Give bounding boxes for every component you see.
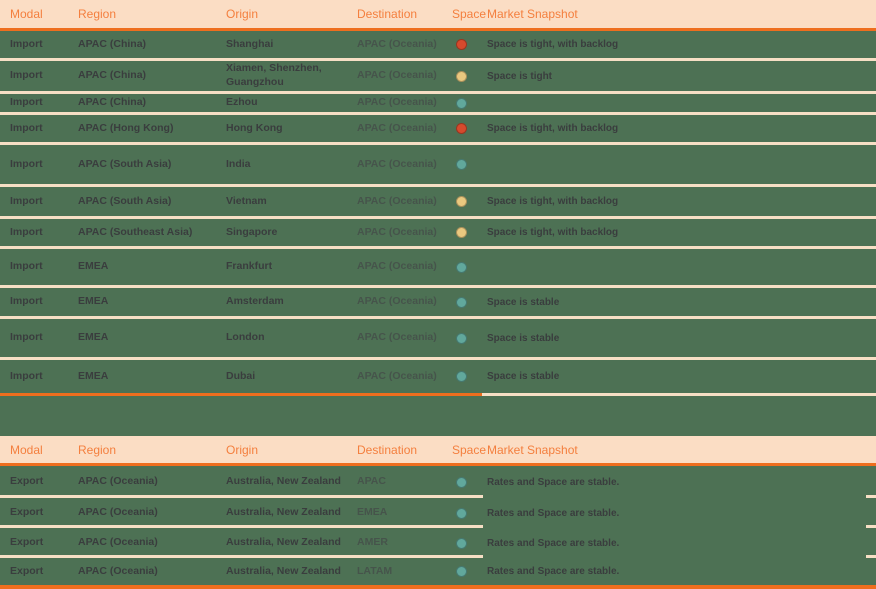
modal-cell: Import — [10, 121, 43, 134]
table-row — [0, 31, 876, 61]
destination-cell: LATAM — [357, 564, 393, 577]
modal-cell: Import — [10, 96, 43, 109]
market-snapshot-cell: Rates and Space are stable. — [487, 566, 620, 577]
column-header-market-snapshot: Market Snapshot — [487, 442, 578, 457]
origin-cell: Singapore — [226, 225, 278, 238]
origin-cell: London — [226, 331, 265, 344]
region-cell: EMEA — [78, 260, 109, 273]
space-cell — [452, 262, 487, 273]
space-cell — [452, 227, 487, 238]
origin-cell: Frankfurt — [226, 260, 273, 273]
table-row — [0, 249, 876, 288]
market-snapshot-cell: Space is tight, with backlog — [487, 123, 619, 134]
destination-cell: APAC (Oceania) — [357, 194, 437, 207]
modal-cell: Import — [10, 260, 43, 273]
destination-cell: APAC (Oceania) — [357, 331, 437, 344]
modal-cell: Import — [10, 331, 43, 344]
destination-cell: APAC (Oceania) — [357, 121, 437, 134]
import-table-body — [0, 31, 876, 393]
market-snapshot-cell: Space is stable — [487, 371, 560, 382]
teal-status-dot — [456, 566, 467, 577]
modal-cell: Import — [10, 37, 43, 50]
origin-cell: Dubai — [226, 369, 256, 382]
export-table-body — [0, 466, 876, 585]
column-header-space: Space — [452, 442, 487, 457]
region-cell: APAC (Oceania) — [78, 475, 158, 488]
column-header-destination: Destination — [357, 442, 418, 457]
destination-cell: APAC — [357, 475, 386, 488]
region-cell: APAC (Oceania) — [78, 506, 158, 519]
space-cell — [452, 538, 487, 549]
market-snapshot-cell: Space is tight, with backlog — [487, 227, 619, 238]
table-row — [0, 94, 876, 115]
column-header-region: Region — [78, 442, 117, 457]
market-snapshot-cell: Rates and Space are stable. — [487, 476, 620, 488]
table-row — [0, 115, 876, 145]
destination-cell: APAC (Oceania) — [357, 225, 437, 238]
space-cell — [452, 371, 487, 382]
teal-status-dot — [456, 538, 467, 549]
table-row — [0, 187, 876, 219]
modal-cell: Export — [10, 564, 44, 577]
amber-status-dot — [456, 227, 467, 238]
destination-cell: APAC (Oceania) — [357, 157, 437, 170]
market-snapshot-cell: Rates and Space are stable. — [487, 507, 620, 519]
market-snapshot-cell: Rates and Space are stable. — [487, 537, 620, 549]
export-table-header — [0, 436, 876, 463]
table-row — [0, 145, 876, 187]
space-cell — [452, 566, 487, 577]
column-header-modal: Modal — [10, 7, 43, 21]
destination-cell: APAC (Oceania) — [357, 37, 437, 50]
region-cell: EMEA — [78, 295, 109, 308]
destination-cell: APAC (Oceania) — [357, 369, 437, 382]
table-row — [0, 319, 876, 360]
teal-status-dot — [456, 508, 467, 519]
export-table-bottom-border — [0, 585, 876, 589]
space-cell — [452, 477, 487, 488]
modal-cell: Import — [10, 225, 43, 238]
destination-cell: AMER — [357, 536, 388, 549]
origin-cell: India — [226, 157, 251, 170]
origin-cell: Amsterdam — [226, 295, 284, 308]
teal-status-dot — [456, 98, 467, 109]
column-header-market-snapshot: Market Snapshot — [487, 7, 578, 21]
space-cell — [452, 333, 487, 344]
table-row — [0, 498, 876, 528]
table-row — [0, 466, 876, 498]
column-header-modal: Modal — [10, 442, 43, 457]
space-cell — [452, 159, 487, 170]
market-snapshot-cell: Space is tight — [487, 70, 553, 82]
amber-status-dot — [456, 196, 467, 207]
destination-cell: EMEA — [357, 506, 388, 519]
teal-status-dot — [456, 159, 467, 170]
column-header-origin: Origin — [226, 442, 259, 457]
region-cell: APAC (China) — [78, 69, 147, 82]
market-snapshot-cell: Space is stable — [487, 296, 560, 308]
destination-cell: APAC (Oceania) — [357, 69, 437, 82]
teal-status-dot — [456, 477, 467, 488]
table-gap — [0, 396, 876, 436]
modal-cell: Import — [10, 369, 43, 382]
space-cell — [452, 123, 487, 134]
teal-status-dot — [456, 297, 467, 308]
region-cell: EMEA — [78, 331, 109, 344]
table-row — [0, 528, 876, 558]
origin-cell: Australia, New Zealand — [226, 506, 341, 519]
region-cell: APAC (Southeast Asia) — [78, 225, 193, 238]
import-table-header — [0, 0, 876, 28]
modal-cell: Import — [10, 194, 43, 207]
column-header-origin: Origin — [226, 7, 259, 21]
origin-cell: Australia, New Zealand — [226, 475, 341, 488]
column-header-destination: Destination — [357, 7, 418, 21]
origin-cell: Australia, New Zealand — [226, 564, 341, 577]
column-header-region: Region — [78, 7, 117, 21]
modal-cell: Import — [10, 69, 43, 82]
modal-cell: Export — [10, 536, 44, 549]
origin-cell: Shanghai — [226, 37, 274, 50]
destination-cell: APAC (Oceania) — [357, 295, 437, 308]
space-cell — [452, 39, 487, 50]
modal-cell: Export — [10, 506, 44, 519]
table-row — [0, 219, 876, 249]
market-snapshot-cell: Space is stable — [487, 332, 560, 344]
red-status-dot — [456, 39, 467, 50]
region-cell: EMEA — [78, 369, 109, 382]
destination-cell: APAC (Oceania) — [357, 260, 437, 273]
space-cell — [452, 297, 487, 308]
region-cell: APAC (South Asia) — [78, 157, 172, 170]
table-row — [0, 288, 876, 319]
modal-cell: Export — [10, 475, 44, 488]
region-cell: APAC (China) — [78, 37, 147, 50]
teal-status-dot — [456, 262, 467, 273]
origin-cell: Australia, New Zealand — [226, 536, 341, 549]
space-cell — [452, 71, 487, 82]
origin-cell: Hong Kong — [226, 121, 283, 134]
export-market-table — [0, 436, 876, 589]
table-row — [0, 360, 876, 393]
table-row — [0, 61, 876, 94]
region-cell: APAC (Oceania) — [78, 564, 158, 577]
region-cell: APAC (China) — [78, 96, 147, 109]
teal-status-dot — [456, 371, 467, 382]
origin-cell: Vietnam — [226, 194, 267, 207]
market-snapshot-cell: Space is tight, with backlog — [487, 196, 619, 207]
space-cell — [452, 98, 487, 109]
teal-status-dot — [456, 333, 467, 344]
region-cell: APAC (Hong Kong) — [78, 121, 174, 134]
red-status-dot — [456, 123, 467, 134]
column-header-space: Space — [452, 7, 487, 21]
market-snapshot-cell: Space is tight, with backlog — [487, 39, 619, 50]
modal-cell: Import — [10, 157, 43, 170]
origin-cell: Xiamen, Shenzhen, Guangzhou — [226, 62, 322, 88]
table-row — [0, 558, 876, 585]
origin-cell: Ezhou — [226, 96, 258, 109]
destination-cell: APAC (Oceania) — [357, 96, 437, 109]
region-cell: APAC (Oceania) — [78, 536, 158, 549]
space-cell — [452, 508, 487, 519]
region-cell: APAC (South Asia) — [78, 194, 172, 207]
amber-status-dot — [456, 71, 467, 82]
modal-cell: Import — [10, 295, 43, 308]
space-cell — [452, 196, 487, 207]
